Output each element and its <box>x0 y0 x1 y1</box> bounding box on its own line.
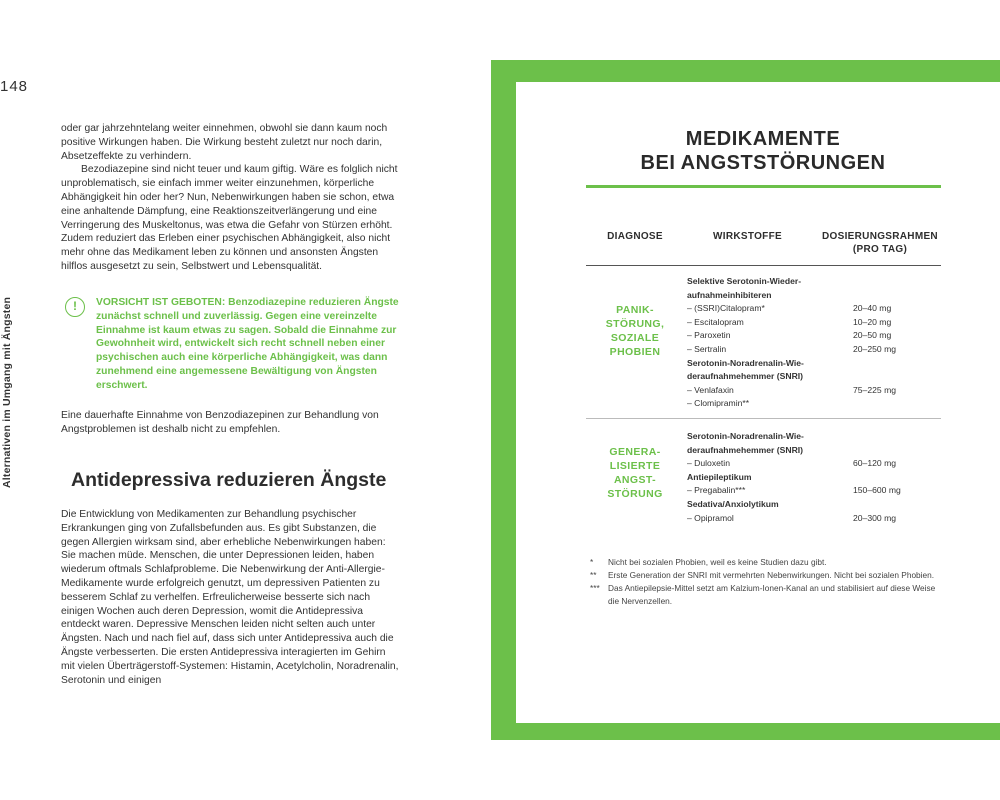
footnote-mark: *** <box>590 583 600 593</box>
page-number: 148 <box>0 78 29 95</box>
section-heading: Antidepressiva reduzieren Ängste <box>71 469 387 491</box>
drug-row <box>687 303 947 317</box>
drug-class-label: deraufnahmehemmer (SNRI) <box>687 371 804 382</box>
drug-row <box>687 317 947 331</box>
table-title <box>585 127 941 175</box>
drug-label: – Pregabalin*** <box>687 485 746 496</box>
paragraph-1: oder gar jahrzehntelang weiter einnehmen, obwohl sie dann kaum noch positive Wirkungen haben. Die Wirkung besteht zuletzt nur noch darin, Absetzeffekte zu verhindern. <box>61 123 388 162</box>
table-footnotes <box>590 556 940 608</box>
drug-class-row <box>687 276 947 290</box>
diagnosis-line: PHOBIEN <box>609 346 661 358</box>
body-text-top <box>61 122 401 274</box>
drug-row <box>687 330 947 344</box>
drug-label: – Duloxetin <box>687 458 730 469</box>
drug-row <box>687 398 947 412</box>
diagnosis-line: ANGST- <box>613 474 657 486</box>
body-text-bottom <box>61 508 401 687</box>
drug-class-row <box>687 499 947 513</box>
drug-label: – Paroxetin <box>687 330 731 341</box>
drug-label: – Venlafaxin <box>687 384 734 395</box>
drug-dose: 20–50 mg <box>853 330 892 341</box>
footnote-mark: * <box>590 557 594 567</box>
footnote-text: Das Antiepilepsie-Mittel setzt am Kalzium-Ionen-Kanal an und stabilisiert auf diese Weise die Nervenzellen. <box>608 583 936 606</box>
header-dosierung-line-2: (PRO TAG) <box>852 244 908 255</box>
drug-row <box>687 458 947 472</box>
drug-dose: 150–600 mg <box>853 485 901 496</box>
drug-dose: 20–300 mg <box>853 512 897 523</box>
drug-class-row <box>687 431 947 445</box>
title-divider <box>586 185 941 188</box>
header-dosierung <box>810 230 950 256</box>
drug-class-label: aufnahmeinhibiteren <box>687 289 772 300</box>
drug-class-label: Antiepileptikum <box>687 471 752 482</box>
header-divider <box>586 265 941 266</box>
drug-dose: 75–225 mg <box>853 384 897 395</box>
drug-row <box>687 344 947 358</box>
diagnosis-line: GENERA- <box>609 446 661 458</box>
drug-class-label: Serotonin-Noradrenalin-Wie- <box>687 431 804 441</box>
drug-class-label: Serotonin-Noradrenalin-Wie- <box>687 357 804 368</box>
drug-dose: 60–120 mg <box>853 458 897 469</box>
drug-label: – Sertralin <box>687 344 727 354</box>
exclamation-circle-icon: ! <box>65 297 85 317</box>
footnote-mark: ** <box>590 570 597 580</box>
table-title-line-2: BEI ANGSTSTÖRUNGEN <box>640 152 886 174</box>
diagnosis-line: STÖRUNG, <box>605 318 665 330</box>
group-divider <box>586 418 941 419</box>
drug-class-row <box>687 445 947 459</box>
paragraph-4: Die Entwicklung von Medikamenten zur Behandlung psychischer Erkrankungen ging von Zufallsbefunden aus. Es gibt Substanzen, die gegen Allergien wirksam sind, aber erhebliche Nebenwirkungen haben: Sie machen müde. Menschen, die unter Depressionen leiden, haben wiederum oftmals Schlafprobleme. Die Nebenwirkung der Anti-Allergie-Medikamente wurde erfolgreich genutzt, um depressiven Patienten zu besserem Schlaf zu verhelfen. Erfreulicherweise besserte sich nach einigen Wochen auch deren Depression, womit die Antidepressiva entdeckt waren. Depressive Menschen leiden nicht selten auch unter Ängsten. Nach und nach fiel auf, dass sich unter Antidepressiva auch die Ängste verbesserten. Die ersten Antidepressiva interagierten im Gehirn mit vielen Überträgerstoff-Systemen: Histamin, Acetylcholin, Noradrenalin, Serotonin und einigen <box>61 509 399 686</box>
diagnosis-generalized-anxiety <box>600 445 670 501</box>
drug-class-row <box>687 290 947 304</box>
drug-class-label: Selektive Serotonin-Wieder- <box>687 276 802 286</box>
drug-class-label: deraufnahmehemmer (SNRI) <box>687 444 804 455</box>
chapter-side-label: Alternativen im Umgang mit Ängsten <box>1 296 13 488</box>
footnote <box>590 569 940 582</box>
drug-label: – Opipramol <box>687 512 734 523</box>
header-diagnose: DIAGNOSE <box>607 231 663 242</box>
drug-row <box>687 485 947 499</box>
drug-label: – (SSRI)Citalopram* <box>687 303 765 314</box>
footnote-text: Nicht bei sozialen Phobien, weil es keine Studien dazu gibt. <box>608 557 827 567</box>
header-wirkstoffe: WIRKSTOFFE <box>713 231 782 242</box>
diagnosis-line: SOZIALE <box>610 332 660 344</box>
drug-label: – Clomipramin** <box>687 398 750 409</box>
drug-class-row <box>687 358 947 372</box>
diagnosis-line: STÖRUNG <box>607 488 663 500</box>
drug-dose: 10–20 mg <box>853 316 892 327</box>
drug-dose: 20–40 mg <box>853 303 892 314</box>
drug-dose: 20–250 mg <box>853 344 897 354</box>
diagnosis-line: LISIERTE <box>609 460 661 472</box>
diagnosis-panic-social-phobia <box>600 303 670 359</box>
header-dosierung-line-1: DOSIERUNGSRAHMEN <box>822 231 938 242</box>
drug-class-label: Sedativa/Anxiolytikum <box>687 499 779 509</box>
caution-text: VORSICHT IST GEBOTEN: Benzodiazepine reduzieren Ängste zunächst schnell und zuverlässig. Gegen eine vereinzelte Einnahme ist kaum etwas zu sagen. Sobald die Einnahme zur Gewohnheit wird, entwickelt sich recht schnell neben einer psychischen auch eine körperliche Abhängigkeit, was dann zunehmend eine angemessene Bewältigung von Ängsten erschwert. <box>96 297 399 391</box>
diagnosis-line: PANIK- <box>616 304 654 316</box>
paragraph-2: Bezodiazepine sind nicht teuer und kaum giftig. Wäre es folglich nicht unproblematisch, sie einfach immer weiter einzunehmen, körperliche Abhängigkeit hin oder her? Nun, Nebenwirkungen haben sie schon, etwa eine anhaltende Dämpfung, eine Reaktionszeitverlängerung und eine Verringerung des Muskeltonus, was etwa die Gefahr von Stürzen erhöht. Zudem reduziert das Erleben einer psychischen Abhängigkeit, also nicht mehr ohne das Medikament leben zu können und ansonsten Ängsten hilflos ausgesetzt zu sein, Selbstwert und Lebensqualität. <box>61 164 398 272</box>
footnote-text: Erste Generation der SNRI mit vermehrten Nebenwirkungen. Nicht bei sozialen Phobien. <box>608 570 935 580</box>
paragraph-3: Eine dauerhafte Einnahme von Benzodiazepinen zur Behandlung von Angstproblemen ist deshalb nicht zu empfehlen. <box>61 410 379 435</box>
drug-class-row <box>687 371 947 385</box>
drug-row <box>687 385 947 399</box>
body-text-middle <box>61 409 406 437</box>
footnote <box>590 582 940 608</box>
footnote <box>590 556 940 569</box>
drug-label: – Escitalopram <box>687 316 744 327</box>
drug-class-row <box>687 472 947 486</box>
drug-row <box>687 513 947 527</box>
table-title-line-1: MEDIKAMENTE <box>685 128 841 150</box>
